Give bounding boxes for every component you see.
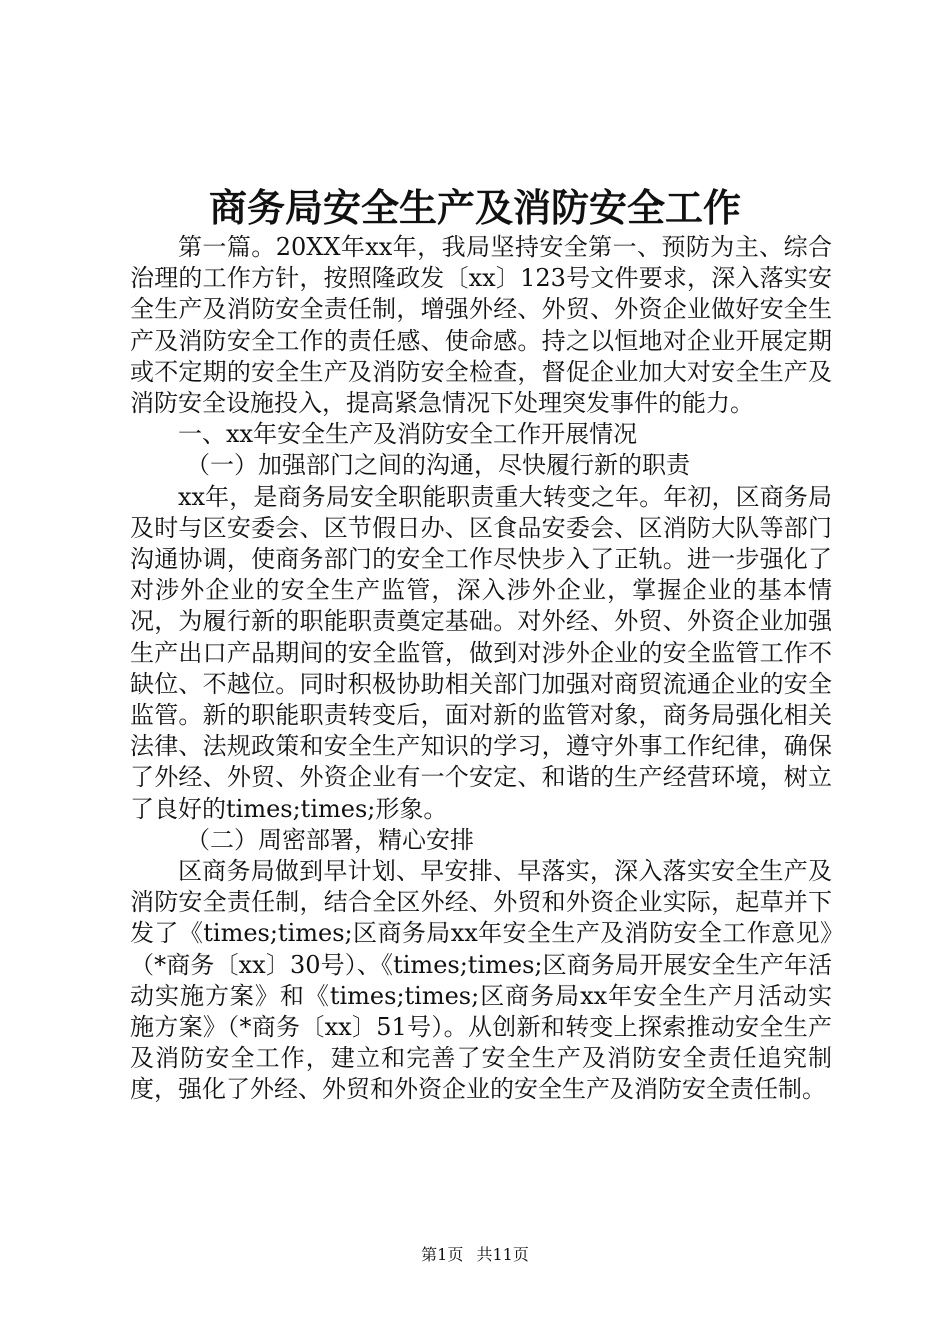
body-paragraph-1: xx年，是商务局安全职能职责重大转变之年。年初，区商务局及时与区安委会、区节假日办、区食品安委会、区消防大队等部门沟通协调，使商务部门的安全工作尽快步入了正轨。进一步强化了对涉外企业的安全生产监管，深入涉外企业，掌握企业的基本情况，为履行新的职能职责奠定基础。对外经、外贸、外资企业加强生产出口产品期间的安全监管，做到对涉外企业的安全监管工作不缺位、不越位。同时积极协助相关部门加强对商贸流通企业的安全监管。新的职能职责转变后，面对新的监管对象，商务局强化相关法律、法规政策和安全生产知识的学习，遵守外事工作纪律，确保了外经、外贸、外资企业有一个安定、和谐的生产经营环境，树立了良好的times;times;形象。: [130, 482, 832, 823]
page-number: 第1页: [421, 1245, 464, 1264]
subsection-heading-1: （一）加强部门之间的沟通，尽快履行新的职责: [186, 451, 690, 480]
page-total: 共11页: [476, 1245, 529, 1264]
section-heading: 一、xx年安全生产及消防安全工作开展情况: [178, 420, 638, 449]
document-title: 商务局安全生产及消防安全工作: [208, 185, 741, 230]
page-footer: [0, 1243, 950, 1267]
subsection-heading-2: （二）周密部署，精心安排: [186, 825, 474, 854]
document-body: [130, 232, 832, 1106]
intro-paragraph: 第一篇。20XX年xx年，我局坚持安全第一、预防为主、综合治理的工作方针，按照隆政发〔xx〕123号文件要求，深入落实安全生产及消防安全责任制，增强外经、外贸、外资企业做好安全生产及消防安全工作的责任感、使命感。持之以恒地对企业开展定期或不定期的安全生产及消防安全检查，督促企业加大对安全生产及消防安全设施投入，提高紧急情况下处理突发事件的能力。: [130, 233, 832, 418]
body-paragraph-2: 区商务局做到早计划、早安排、早落实，深入落实安全生产及消防安全责任制，结合全区外经、外贸和外资企业实际，起草并下发了《times;times;区商务局xx年安全生产及消防安全工作意见》（*商务〔xx〕30号）、《times;times;区商务局开展安全生产年活动实施方案》和《times;times;区商务局xx年安全生产月活动实施方案》（*商务〔xx〕51号）。从创新和转变上探索推动安全生产及消防安全工作，建立和完善了安全生产及消防安全责任追究制度，强化了外经、外贸和外资企业的安全生产及消防安全责任制。: [130, 857, 832, 1104]
